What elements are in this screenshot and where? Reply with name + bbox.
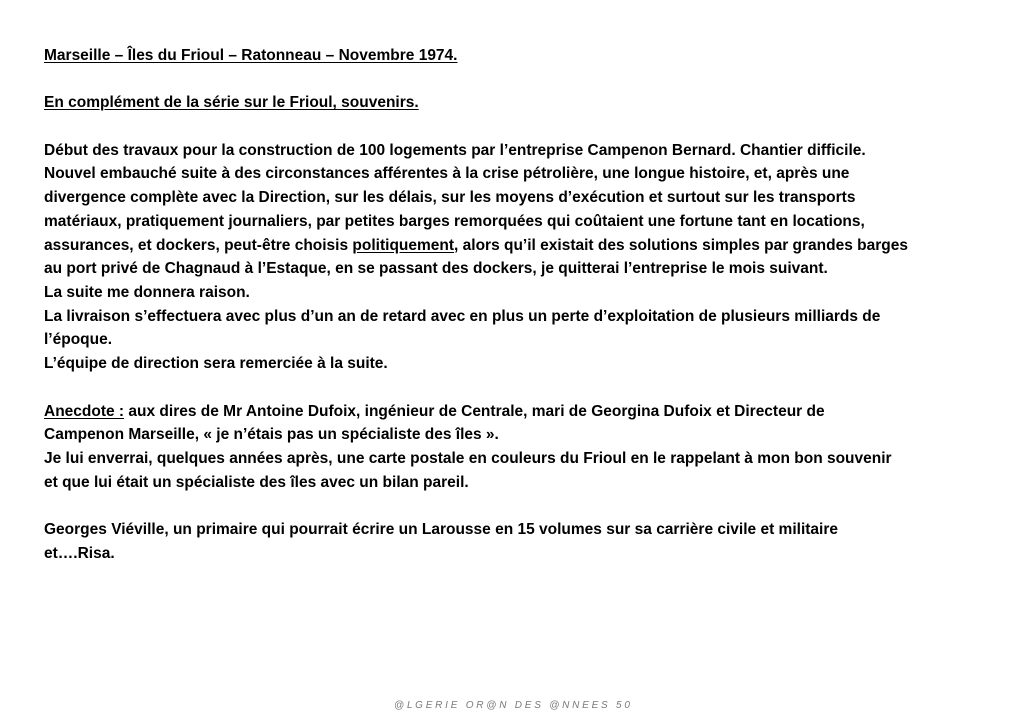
text-fragment: aux dires de Mr Antoine Dufoix, ingénieur de Centrale, mari de Georgina Dufoix et Directeur de xyxy=(124,402,825,420)
text-line xyxy=(44,400,994,424)
paragraph-works xyxy=(44,139,994,376)
text-fragment: , alors qu’il existait des solutions simples par grandes barges xyxy=(454,236,908,254)
text-line: divergence complète avec la Direction, sur les délais, sur les moyens d’exécution et surtout sur les transports xyxy=(44,189,856,207)
underlined-word: politiquement xyxy=(352,236,455,254)
text-line: et….Risa. xyxy=(44,544,115,562)
document-subtitle: En complément de la série sur le Frioul, souvenirs. xyxy=(44,94,419,112)
spacer xyxy=(44,376,994,400)
text-line: La suite me donnera raison. xyxy=(44,284,250,301)
text-line: et que lui était un spécialiste des îles avec un bilan pareil. xyxy=(44,473,469,491)
paragraph-anecdote xyxy=(44,400,994,495)
text-line: Début des travaux pour la construction de 100 logements par l’entreprise Campenon Bernard. Chantier difficile. xyxy=(44,141,866,159)
text-line: Georges Viéville, un primaire qui pourrait écrire un Larousse en 15 volumes sur sa carrière civile et militaire xyxy=(44,521,838,538)
text-fragment: assurances, et dockers, peut-être choisis xyxy=(44,236,353,254)
text-line: L’équipe de direction sera remerciée à la suite. xyxy=(44,355,388,373)
text-line: Campenon Marseille, « je n’étais pas un spécialiste des îles ». xyxy=(44,426,499,444)
document-body xyxy=(44,44,994,565)
text-line: La livraison s’effectuera avec plus d’un an de retard avec en plus un perte d’exploitation de plusieurs milliards de xyxy=(44,307,881,325)
text-line: au port privé de Chagnaud à l’Estaque, en se passant des dockers, je quitterai l’entreprise le mois suivant. xyxy=(44,260,828,278)
paragraph-closing xyxy=(44,518,994,565)
text-line xyxy=(44,234,994,258)
text-line: matériaux, pratiquement journaliers, par petites barges remorquées qui coûtaient une fortune tant en locations, xyxy=(44,212,865,230)
text-line: Je lui enverrai, quelques années après, une carte postale en couleurs du Frioul en le rappelant à mon bon souvenir xyxy=(44,449,892,467)
document-title: Marseille – Îles du Frioul – Ratonneau – Novembre 1974. xyxy=(44,47,458,64)
spacer xyxy=(44,115,994,139)
text-line: Nouvel embauché suite à des circonstances afférentes à la crise pétrolière, une longue histoire, et, après une xyxy=(44,165,850,183)
anecdote-label: Anecdote : xyxy=(44,402,125,420)
spacer xyxy=(44,68,994,92)
page-footer: @ L G E R I E O R @ N D E S @ N N E E S 5 0 xyxy=(394,700,630,711)
spacer xyxy=(44,494,994,518)
text-line: l’époque. xyxy=(44,331,113,349)
